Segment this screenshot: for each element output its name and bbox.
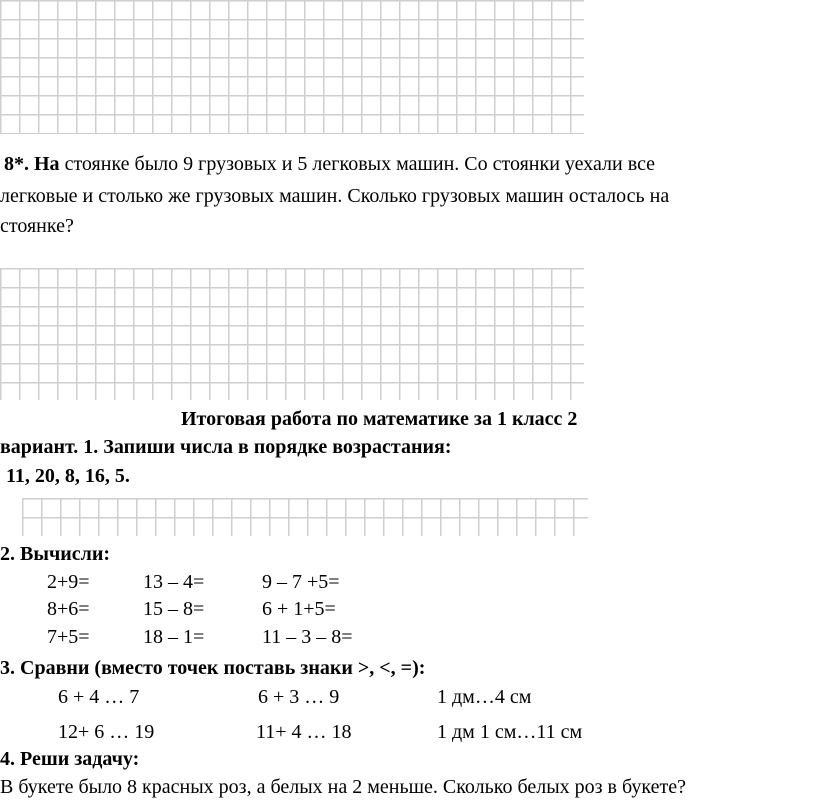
task8-line2: легковые и столько же грузовых машин. Сколько грузовых машин осталось на <box>0 185 670 207</box>
task1-numbers: 11, 20, 8, 16, 5. <box>6 465 130 487</box>
task2-r3c3: 11 – 3 – 8= <box>262 626 353 648</box>
task3-r2c1: 12+ 6 … 19 <box>58 721 155 743</box>
task2-r2c2: 15 – 8= <box>143 598 205 620</box>
task2-r1c3: 9 – 7 +5= <box>262 571 340 593</box>
task2-r3c2: 18 – 1= <box>143 626 205 648</box>
task3-title: 3. Сравни (вместо точек поставь знаки >, <, =): <box>0 657 426 679</box>
heading-line1: Итоговая работа по математике за 1 класс 2 <box>181 408 578 430</box>
task2-r2c3: 6 + 1+5= <box>262 598 336 620</box>
heading-line2: вариант. 1. Запиши числа в порядке возрастания: <box>0 436 452 458</box>
task2-r3c1: 7+5= <box>47 626 90 648</box>
task8-text-1: стоянке было 9 грузовых и 5 легковых машин. Со стоянки уехали все <box>64 153 656 175</box>
task2-r2c1: 8+6= <box>47 598 90 620</box>
task3-r2c3: 1 дм 1 см…11 см <box>437 721 583 743</box>
task8-bold-word: На <box>34 153 60 175</box>
task2-r1c1: 2+9= <box>47 571 90 593</box>
task4-text: В букете было 8 красных роз, а белых на 2 меньше. Сколько белых роз в букете? <box>0 776 687 798</box>
task3-r2c2: 11+ 4 … 18 <box>256 721 352 743</box>
task4-title: 4. Реши задачу: <box>0 748 140 770</box>
task2-title: 2. Вычисли: <box>0 543 111 565</box>
task8-line3: стоянке? <box>0 215 74 237</box>
task3-r1c1: 6 + 4 … 7 <box>58 686 140 708</box>
answer-grid-middle <box>0 268 584 400</box>
task2-r1c2: 13 – 4= <box>143 571 205 593</box>
task8-number: 8*. <box>4 153 29 175</box>
task3-r1c2: 6 + 3 … 9 <box>258 686 340 708</box>
task8-line1 <box>4 152 655 176</box>
answer-grid-small <box>22 498 588 536</box>
task3-r1c3: 1 дм…4 см <box>437 686 532 708</box>
answer-grid-top <box>0 0 584 134</box>
